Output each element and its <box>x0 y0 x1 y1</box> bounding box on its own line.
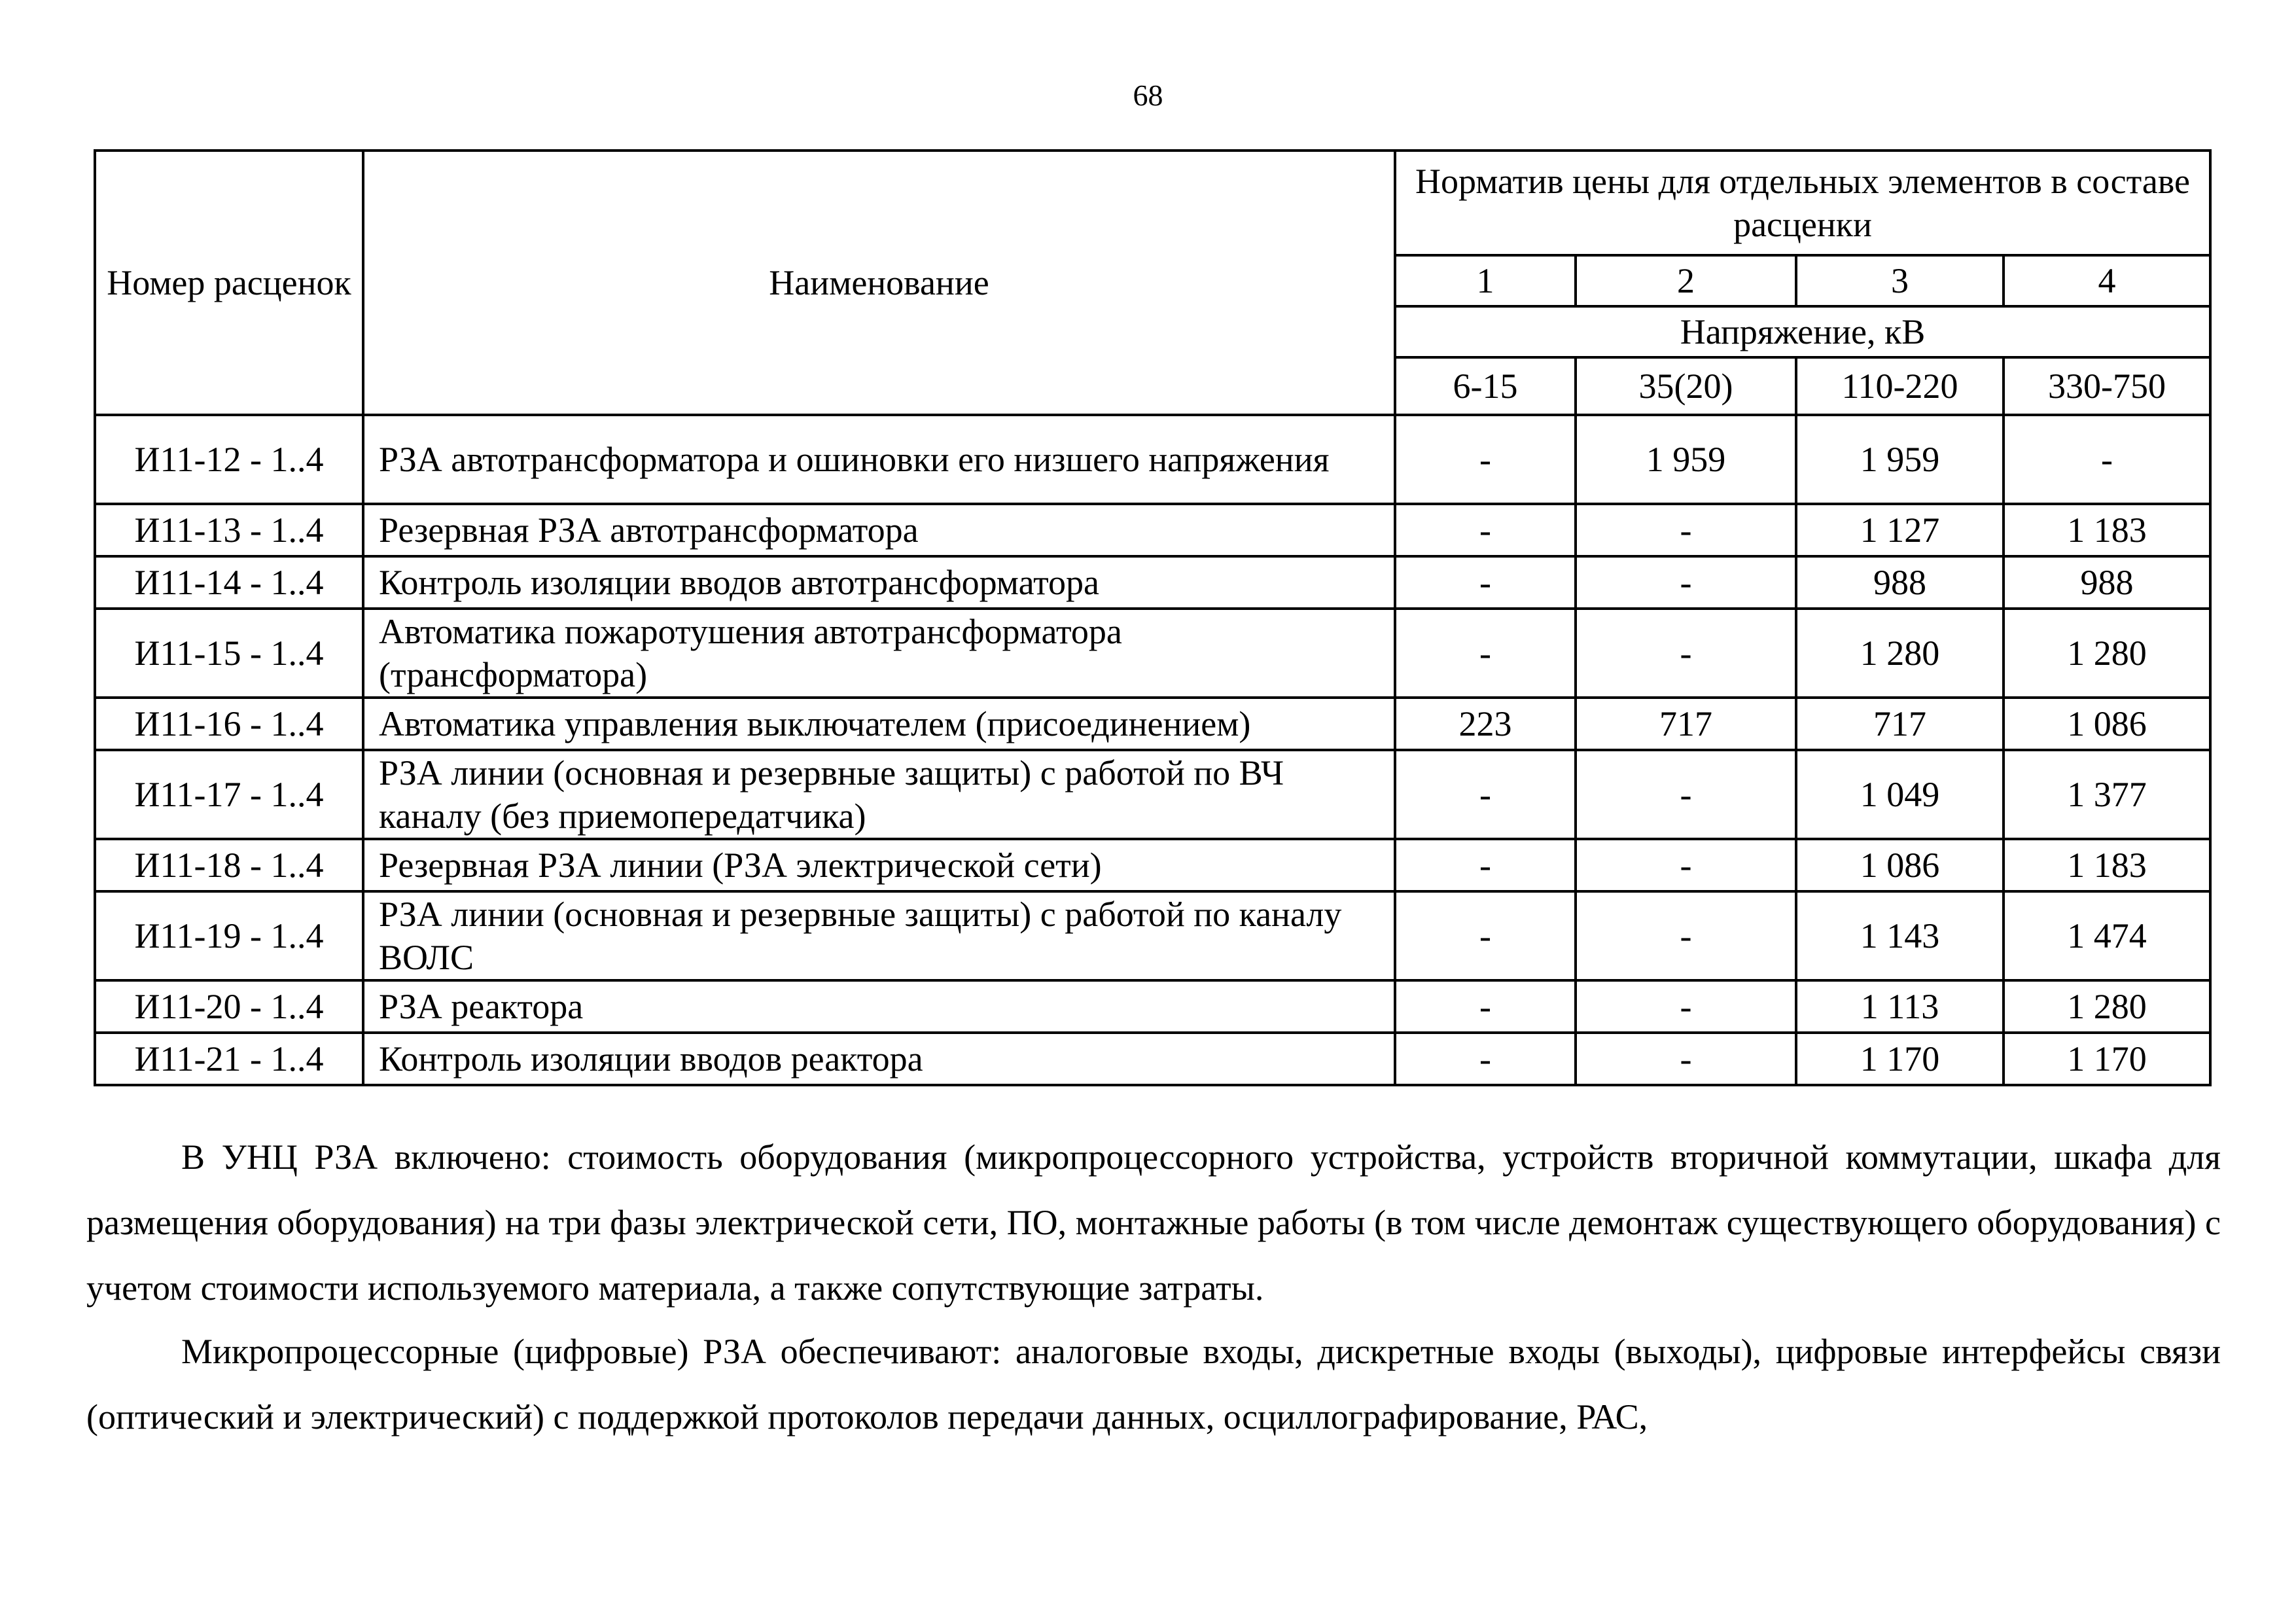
row-code: И11-13 - 1..4 <box>95 504 363 556</box>
table-row <box>95 556 2210 609</box>
header-element-number: 4 <box>2004 255 2210 306</box>
row-name: РЗА линии (основная и резервные защиты) с работой по каналу ВОЛС <box>363 891 1395 980</box>
row-name: Контроль изоляции вводов автотрансформатора <box>363 556 1395 609</box>
row-value: 1 183 <box>2004 504 2210 556</box>
row-value: 1 127 <box>1796 504 2004 556</box>
row-value: - <box>1576 839 1796 891</box>
row-value: 1 086 <box>2004 698 2210 750</box>
row-value: 717 <box>1576 698 1796 750</box>
row-code: И11-19 - 1..4 <box>95 891 363 980</box>
row-value: 1 280 <box>2004 609 2210 698</box>
row-value: - <box>1395 839 1576 891</box>
row-value: - <box>1576 980 1796 1033</box>
row-value: 223 <box>1395 698 1576 750</box>
row-value: - <box>1576 609 1796 698</box>
row-name: Резервная РЗА автотрансформатора <box>363 504 1395 556</box>
table-row <box>95 891 2210 980</box>
row-value: - <box>1576 556 1796 609</box>
table-row <box>95 750 2210 839</box>
row-code: И11-14 - 1..4 <box>95 556 363 609</box>
header-element-number: 1 <box>1395 255 1576 306</box>
row-name: РЗА линии (основная и резервные защиты) с работой по ВЧ каналу (без приемопередатчика) <box>363 750 1395 839</box>
row-value: 1 474 <box>2004 891 2210 980</box>
row-name: Автоматика пожаротушения автотрансформатора (трансформатора) <box>363 609 1395 698</box>
row-name: Резервная РЗА линии (РЗА электрической сети) <box>363 839 1395 891</box>
header-name-col: Наименование <box>363 151 1395 415</box>
row-value: 1 049 <box>1796 750 2004 839</box>
row-value: 1 377 <box>2004 750 2210 839</box>
header-number-col: Номер расценок <box>95 151 363 415</box>
row-value: 1 170 <box>1796 1033 2004 1085</box>
row-value: 1 280 <box>1796 609 2004 698</box>
row-value: - <box>1395 415 1576 504</box>
paragraph-microprocessor-rza: Микропроцессорные (цифровые) РЗА обеспечивают: аналоговые входы, дискретные входы (выходы), цифровые интерфейсы связи (оптический и электрический) с поддержкой протоколов передачи данных, осциллографирование, РАС, <box>86 1332 2221 1436</box>
row-value: - <box>1395 556 1576 609</box>
header-voltage-range: 330-750 <box>2004 357 2210 415</box>
row-value: - <box>1576 504 1796 556</box>
row-value: 717 <box>1796 698 2004 750</box>
table-row <box>95 1033 2210 1085</box>
row-code: И11-16 - 1..4 <box>95 698 363 750</box>
row-value: 1 183 <box>2004 839 2210 891</box>
row-name: Автоматика управления выключателем (присоединением) <box>363 698 1395 750</box>
row-code: И11-17 - 1..4 <box>95 750 363 839</box>
row-code: И11-20 - 1..4 <box>95 980 363 1033</box>
paragraph-unc-composition: В УНЦ РЗА включено: стоимость оборудования (микропроцессорного устройства, устройств вторичной коммутации, шкафа для размещения оборудования) на три фазы электрической сети, ПО, монтажные работы (в том числе демонтаж существующего оборудования) с учетом стоимости используемого материала, а также сопутствующие затраты. <box>86 1137 2221 1308</box>
header-voltage-range: 35(20) <box>1576 357 1796 415</box>
row-code: И11-12 - 1..4 <box>95 415 363 504</box>
row-value: 1 143 <box>1796 891 2004 980</box>
row-value: - <box>1576 891 1796 980</box>
row-name: Контроль изоляции вводов реактора <box>363 1033 1395 1085</box>
table-row <box>95 698 2210 750</box>
header-element-number: 2 <box>1576 255 1796 306</box>
row-value: - <box>1576 750 1796 839</box>
header-voltage-range: 6-15 <box>1395 357 1576 415</box>
row-code: И11-18 - 1..4 <box>95 839 363 891</box>
table-row <box>95 839 2210 891</box>
row-value: - <box>1395 750 1576 839</box>
row-value: 1 959 <box>1796 415 2004 504</box>
row-value: - <box>1395 1033 1576 1085</box>
row-value: 1 113 <box>1796 980 2004 1033</box>
page-number: 68 <box>1133 79 1163 112</box>
row-value: - <box>1395 891 1576 980</box>
row-code: И11-21 - 1..4 <box>95 1033 363 1085</box>
price-table <box>94 149 2212 1086</box>
table-row <box>95 504 2210 556</box>
header-voltage-range: 110-220 <box>1796 357 2004 415</box>
row-name: РЗА реактора <box>363 980 1395 1033</box>
row-value: - <box>1576 1033 1796 1085</box>
row-value: - <box>1395 504 1576 556</box>
header-price-group: Норматив цены для отдельных элементов в составе расценки <box>1395 151 2210 255</box>
header-row-group <box>95 151 2210 255</box>
row-value: 1 959 <box>1576 415 1796 504</box>
header-element-number: 3 <box>1796 255 2004 306</box>
row-value: - <box>1395 609 1576 698</box>
row-value: 988 <box>1796 556 2004 609</box>
row-value: 1 170 <box>2004 1033 2210 1085</box>
table-row <box>95 980 2210 1033</box>
row-code: И11-15 - 1..4 <box>95 609 363 698</box>
row-value: 1 086 <box>1796 839 2004 891</box>
row-value: 1 280 <box>2004 980 2210 1033</box>
row-value: 988 <box>2004 556 2210 609</box>
header-voltage-label: Напряжение, кВ <box>1395 306 2210 357</box>
table-row <box>95 415 2210 504</box>
table-row <box>95 609 2210 698</box>
row-value: - <box>2004 415 2210 504</box>
row-value: - <box>1395 980 1576 1033</box>
row-name: РЗА автотрансформатора и ошиновки его низшего напряжения <box>363 415 1395 504</box>
